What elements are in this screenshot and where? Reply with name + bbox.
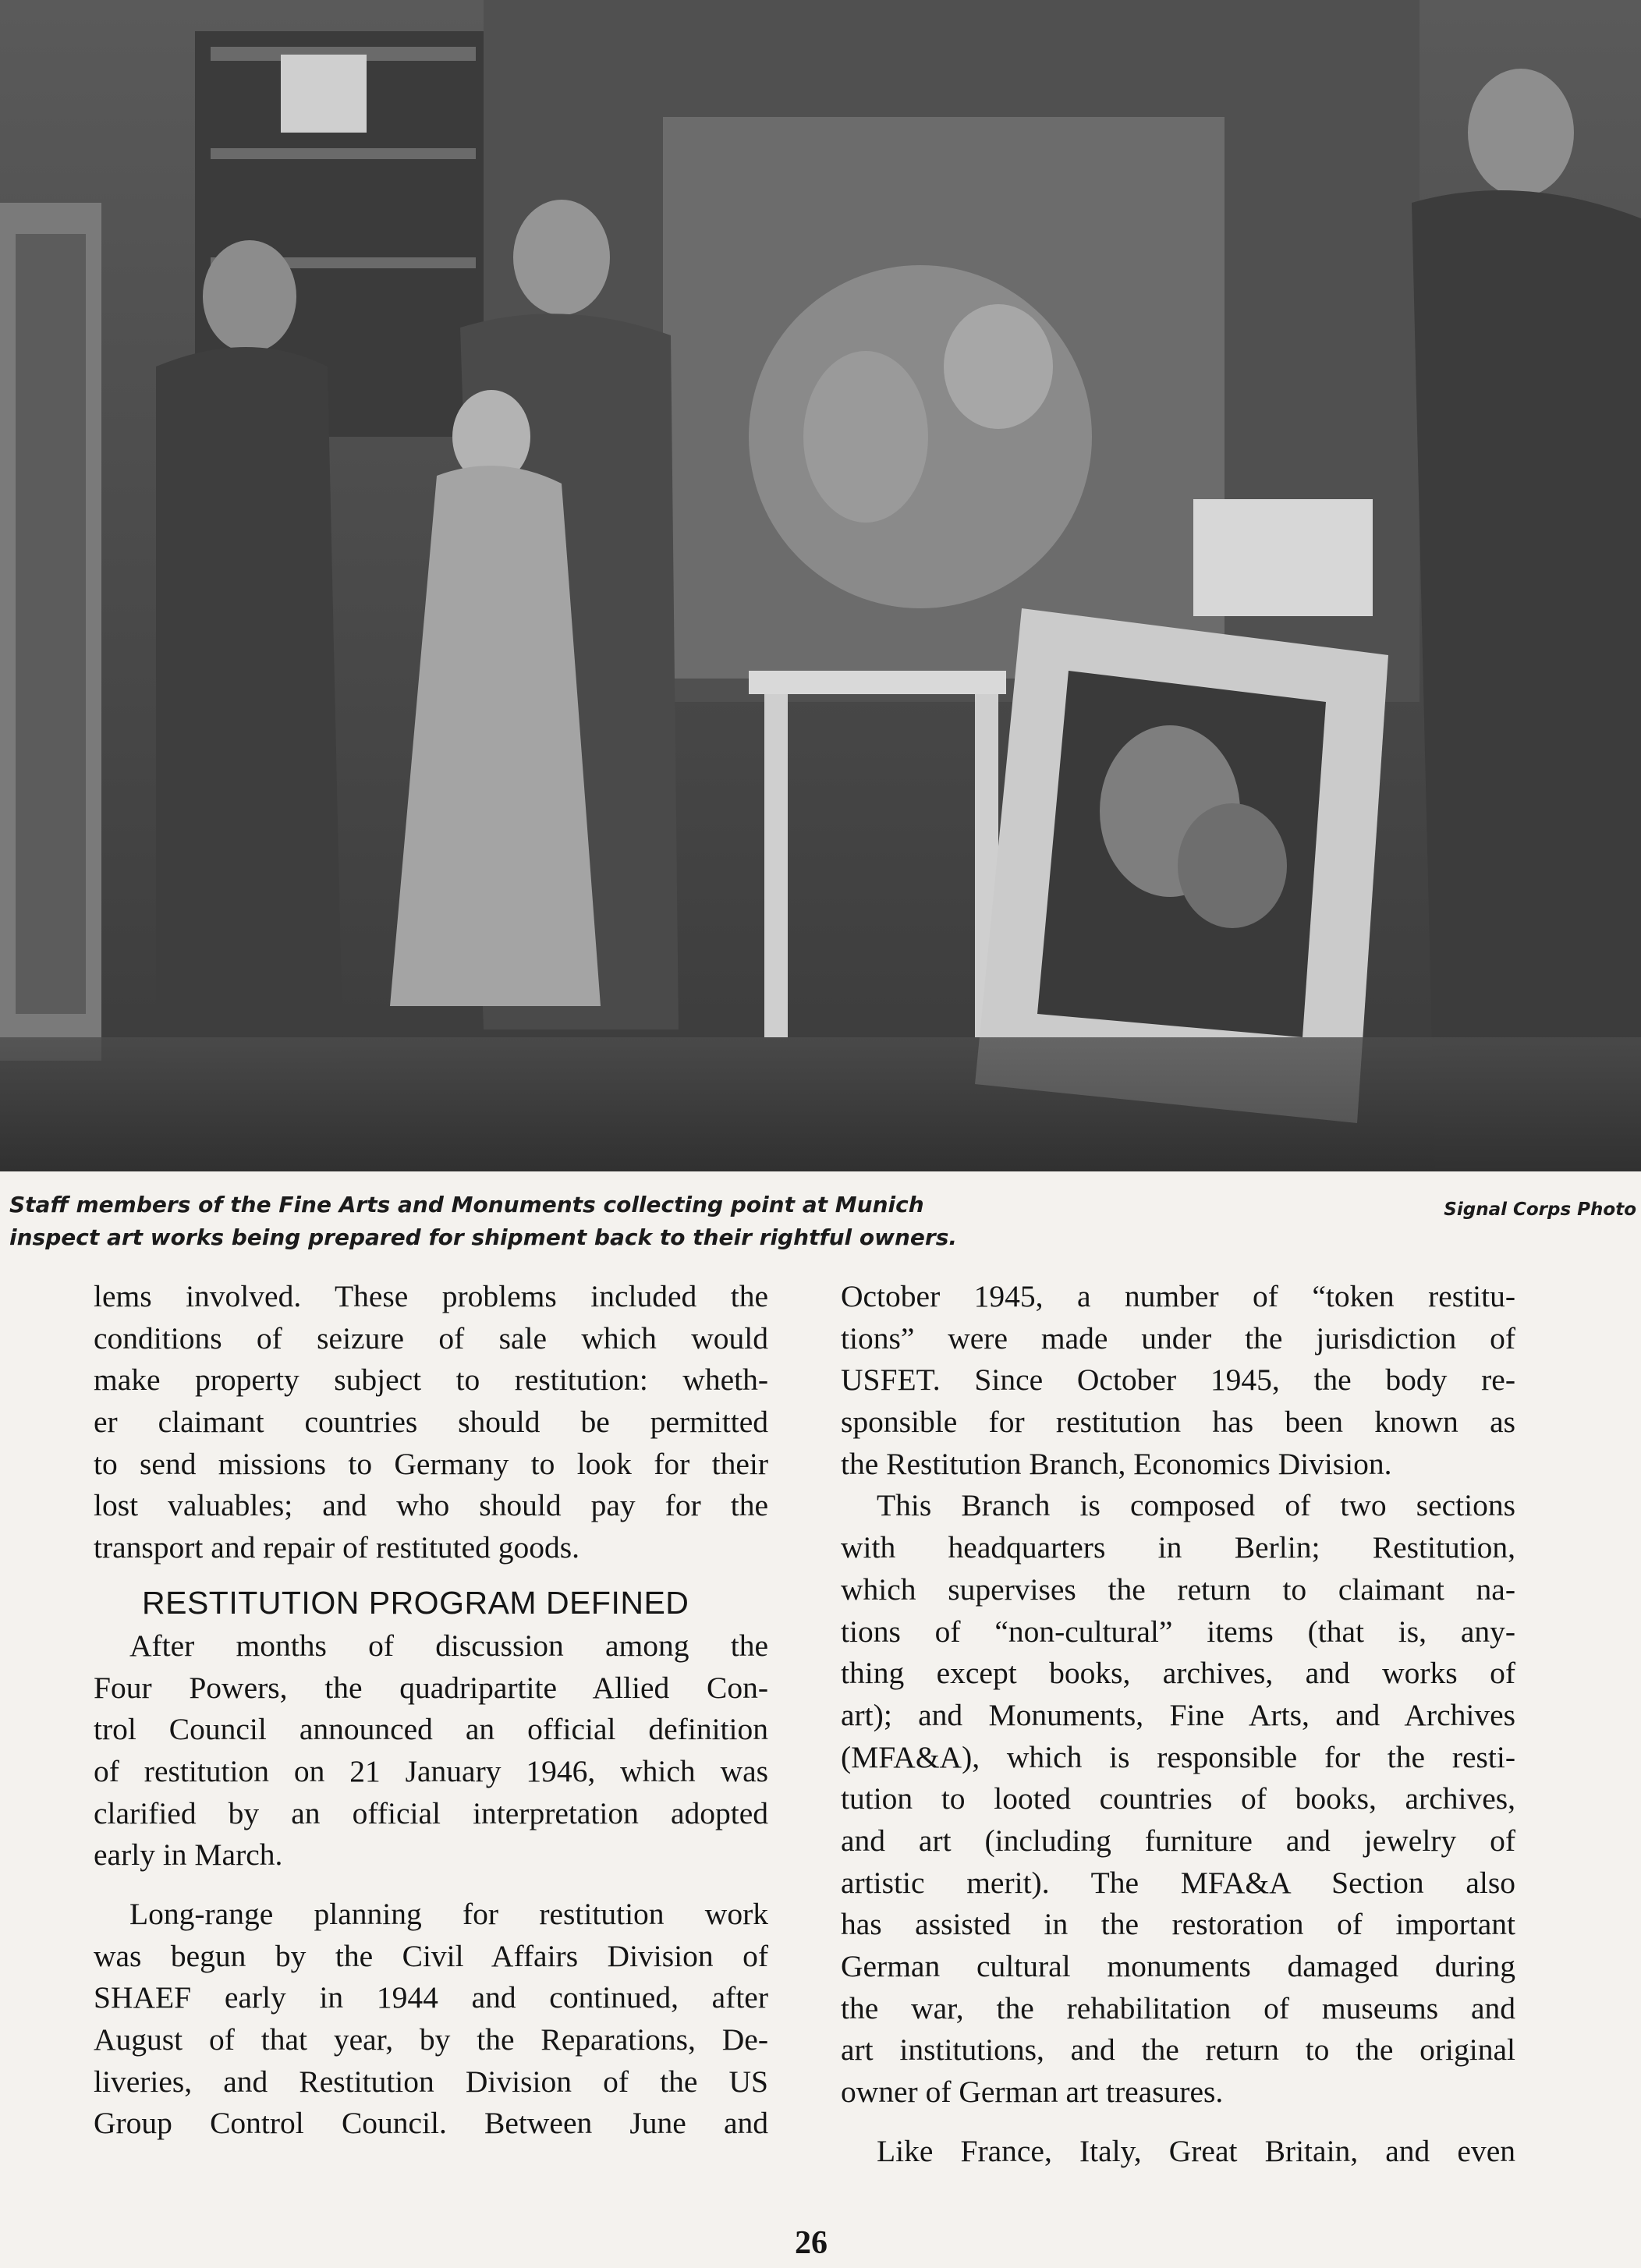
text-line: thing except books, archives, and works of	[841, 1656, 1515, 1691]
text-line: USFET. Since October 1945, the body re-	[841, 1363, 1515, 1398]
right-column	[841, 1276, 1515, 2172]
text-line: artistic merit). The MFA&A Section also	[841, 1865, 1515, 1900]
text-line: tution to looted countries of books, archives,	[841, 1781, 1515, 1816]
text-line: of restitution on 21 January 1946, which was	[94, 1753, 768, 1788]
text-line: was begun by the Civil Affairs Division of	[94, 1938, 768, 1973]
page-number: 26	[795, 2225, 828, 2261]
text-line: German cultural monuments damaged during	[841, 1949, 1515, 1983]
text-line: art); and Monuments, Fine Arts, and Archives	[841, 1697, 1515, 1732]
text-line: tions” were made under the jurisdiction of	[841, 1320, 1515, 1355]
left-column	[94, 1276, 768, 2145]
text-line: which supervises the return to claimant na-	[841, 1572, 1515, 1607]
text-line: liveries, and Restitution Division of the US	[94, 2064, 768, 2099]
text-line: August of that year, by the Reparations, De-	[94, 2022, 768, 2057]
text-line: er claimant countries should be permitted	[94, 1405, 768, 1440]
text-line: lems involved. These problems included the	[94, 1279, 768, 1313]
photo-caption	[9, 1189, 1179, 1254]
text-line: tions of “non-cultural” items (that is, any-	[841, 1614, 1515, 1649]
text-line: with headquarters in Berlin; Restitution,	[841, 1530, 1515, 1565]
text-line: SHAEF early in 1944 and continued, after	[94, 1980, 768, 2015]
text-line: lost valuables; and who should pay for the	[94, 1488, 768, 1523]
text-line: make property subject to restitution: wheth-	[94, 1363, 768, 1398]
text-line: trol Council announced an official definition	[94, 1712, 768, 1747]
text-line: October 1945, a number of “token restitu-	[841, 1279, 1515, 1313]
text-line: owner of German art treasures.	[841, 2075, 1224, 2110]
text-line: the Restitution Branch, Economics Division.	[841, 1446, 1392, 1481]
text-line: This Branch is composed of two sections	[877, 1488, 1515, 1523]
text-line: early in March.	[94, 1837, 283, 1873]
text-line: has assisted in the restoration of important	[841, 1907, 1515, 1942]
text-line: to send missions to Germany to look for their	[94, 1446, 768, 1481]
text-line: clarified by an official interpretation adopted	[94, 1795, 768, 1830]
text-line: Four Powers, the quadripartite Allied Con-	[94, 1670, 768, 1705]
caption-line-1: Staff members of the Fine Arts and Monuments collecting point at Munich	[9, 1192, 924, 1217]
photo-credit: Signal Corps Photo	[1444, 1200, 1636, 1220]
text-line: (MFA&A), which is responsible for the resti-	[841, 1739, 1515, 1774]
text-line: sponsible for restitution has been known as	[841, 1405, 1515, 1440]
text-line: Long-range planning for restitution work	[129, 1896, 768, 1931]
text-line: conditions of seizure of sale which would	[94, 1320, 768, 1355]
text-line: and art (including furniture and jewelry of	[841, 1823, 1515, 1858]
section-heading: RESTITUTION PROGRAM DEFINED	[142, 1584, 689, 1621]
text-line: the war, the rehabilitation of museums and	[841, 1990, 1515, 2025]
text-line: After months of discussion among the	[129, 1628, 768, 1663]
caption-line-2: inspect art works being prepared for shipment back to their rightful owners.	[9, 1224, 958, 1250]
text-line: Group Control Council. Between June and	[94, 2106, 768, 2141]
text-line: art institutions, and the return to the original	[841, 2032, 1515, 2068]
text-line: transport and repair of restituted goods.	[94, 1530, 580, 1565]
text-line: Like France, Italy, Great Britain, and even	[877, 2133, 1515, 2168]
